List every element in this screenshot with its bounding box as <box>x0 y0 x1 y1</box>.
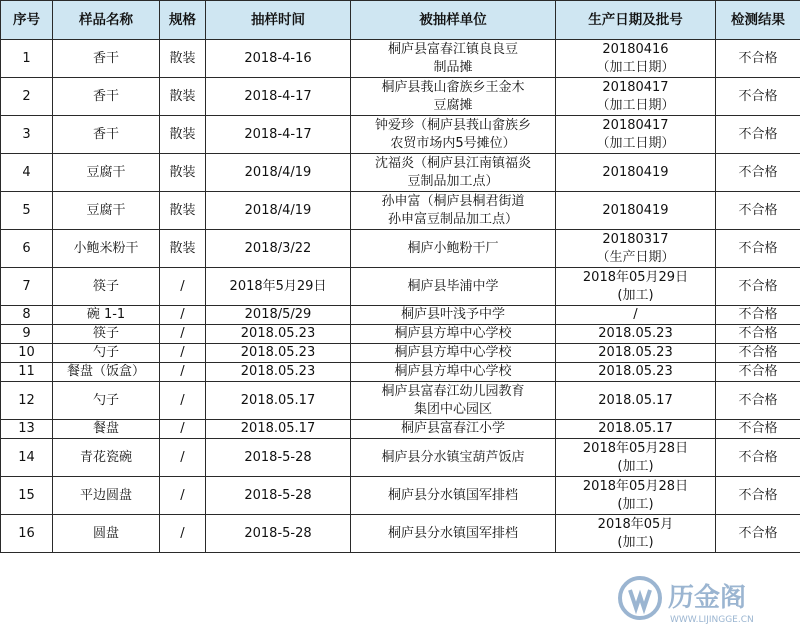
cell-sampled-unit <box>351 192 556 230</box>
cell-sampled-unit-line: 孙申富（桐庐县桐君街道 <box>381 193 525 209</box>
cell-sampled-unit-line: 桐庐县毕浦中学 <box>407 278 499 294</box>
cell-spec: 散装 <box>160 116 206 154</box>
cell-batch-line: （生产日期） <box>596 249 675 265</box>
cell-sampling-time: 2018.05.17 <box>206 382 351 420</box>
cell-sampled-unit-line: 桐庐县叶浅予中学 <box>400 307 505 322</box>
cell-sampled-unit <box>351 78 556 116</box>
cell-sample-name: 勺子 <box>53 382 160 420</box>
cell-sampled-unit <box>351 154 556 192</box>
cell-sample-name: 豆腐干 <box>53 192 160 230</box>
cell-sampled-unit-line: 孙申富豆制品加工点） <box>387 211 518 227</box>
cell-no: 10 <box>1 344 53 363</box>
cell-spec: / <box>160 477 206 515</box>
cell-batch-line: 2018.05.23 <box>598 345 673 360</box>
cell-batch-line: 2018.05.17 <box>598 392 673 408</box>
cell-result: 不合格 <box>716 192 800 230</box>
cell-batch <box>556 268 716 306</box>
table-row <box>1 382 800 420</box>
cell-sampled-unit-line: 钟爱珍（桐庐县莪山畲族乡 <box>374 117 531 133</box>
table-row <box>1 439 800 477</box>
cell-sampling-time: 2018/3/22 <box>206 230 351 268</box>
cell-sampled-unit-line: 桐庐县莪山畲族乡王金木 <box>381 79 525 95</box>
cell-no: 9 <box>1 325 53 344</box>
cell-sampled-unit <box>351 306 556 325</box>
cell-sampled-unit <box>351 325 556 344</box>
header-batch: 生产日期及批号 <box>556 1 716 40</box>
cell-spec: / <box>160 515 206 553</box>
cell-batch-line: 2018年05月29日 <box>582 269 689 285</box>
cell-sampled-unit-line: 豆制品加工点） <box>407 173 499 189</box>
cell-batch <box>556 230 716 268</box>
cell-result: 不合格 <box>716 306 800 325</box>
watermark <box>616 568 796 628</box>
table-row <box>1 40 800 78</box>
cell-sampled-unit-line: 桐庐县分水镇国军排档 <box>387 525 518 541</box>
cell-sampled-unit-line: 桐庐县富春江幼儿园教育 <box>381 383 525 399</box>
cell-sampled-unit-line: 豆腐摊 <box>433 97 473 113</box>
cell-sampled-unit-line: 桐庐县分水镇宝葫芦饭店 <box>381 449 525 465</box>
watermark-subtext: WWW.LIJINGGE.CN <box>670 615 754 625</box>
cell-batch-line: (加工) <box>617 458 654 474</box>
cell-result: 不合格 <box>716 116 800 154</box>
cell-batch <box>556 344 716 363</box>
cell-sample-name: 小鲍米粉干 <box>53 230 160 268</box>
cell-no: 7 <box>1 268 53 306</box>
cell-result: 不合格 <box>716 420 800 439</box>
cell-spec: 散装 <box>160 78 206 116</box>
table-row <box>1 154 800 192</box>
cell-batch <box>556 477 716 515</box>
cell-sampled-unit-line: 农贸市场内5号摊位） <box>390 135 516 151</box>
cell-sample-name: 青花瓷碗 <box>53 439 160 477</box>
cell-result: 不合格 <box>716 230 800 268</box>
cell-no: 5 <box>1 192 53 230</box>
cell-sampled-unit-line: 桐庐县方埠中心学校 <box>394 326 512 341</box>
cell-sample-name: 香干 <box>53 116 160 154</box>
cell-sampled-unit-line: 制品摊 <box>433 59 473 75</box>
cell-sample-name: 餐盘（饭盒） <box>53 363 160 382</box>
cell-result: 不合格 <box>716 344 800 363</box>
cell-result: 不合格 <box>716 439 800 477</box>
header-sample-name: 样品名称 <box>53 1 160 40</box>
cell-batch-line: 2018年05月28日 <box>582 478 689 494</box>
cell-batch-line: (加工) <box>617 534 654 550</box>
cell-batch-line: 2018.05.23 <box>598 326 673 341</box>
cell-sampling-time: 2018-5-28 <box>206 439 351 477</box>
cell-sampled-unit <box>351 344 556 363</box>
cell-sample-name: 餐盘 <box>53 420 160 439</box>
cell-sample-name: 筷子 <box>53 268 160 306</box>
cell-result: 不合格 <box>716 477 800 515</box>
cell-sample-name: 香干 <box>53 40 160 78</box>
cell-batch-line: 20180417 <box>602 79 669 95</box>
cell-spec: / <box>160 420 206 439</box>
cell-sample-name: 勺子 <box>53 344 160 363</box>
cell-no: 4 <box>1 154 53 192</box>
cell-spec: 散装 <box>160 192 206 230</box>
header-sampled-unit: 被抽样单位 <box>351 1 556 40</box>
cell-spec: 散装 <box>160 40 206 78</box>
cell-sample-name: 碗 1-1 <box>53 306 160 325</box>
cell-sampling-time: 2018-4-17 <box>206 78 351 116</box>
cell-batch <box>556 325 716 344</box>
cell-no: 8 <box>1 306 53 325</box>
cell-sampled-unit <box>351 40 556 78</box>
cell-no: 11 <box>1 363 53 382</box>
cell-batch-line: 20180419 <box>602 202 669 218</box>
cell-sampling-time: 2018年5月29日 <box>206 268 351 306</box>
cell-sampled-unit-line: 集团中心园区 <box>413 401 492 417</box>
table-row <box>1 78 800 116</box>
table-row <box>1 363 800 382</box>
cell-sampled-unit <box>351 515 556 553</box>
cell-no: 3 <box>1 116 53 154</box>
cell-sampling-time: 2018.05.23 <box>206 325 351 344</box>
header-result: 检测结果 <box>716 1 800 40</box>
cell-batch-line: 20180419 <box>602 164 669 180</box>
header-no: 序号 <box>1 1 53 40</box>
table-row <box>1 325 800 344</box>
cell-sampling-time: 2018.05.23 <box>206 344 351 363</box>
cell-sampled-unit <box>351 363 556 382</box>
cell-batch-line: （加工日期） <box>596 97 675 113</box>
cell-result: 不合格 <box>716 363 800 382</box>
cell-sampled-unit <box>351 382 556 420</box>
cell-sampling-time: 2018-5-28 <box>206 515 351 553</box>
cell-batch-line: （加工日期） <box>596 59 675 75</box>
cell-sampled-unit <box>351 420 556 439</box>
cell-batch <box>556 154 716 192</box>
cell-sampling-time: 2018-4-16 <box>206 40 351 78</box>
cell-sample-name: 筷子 <box>53 325 160 344</box>
cell-no: 6 <box>1 230 53 268</box>
cell-sample-name: 圆盘 <box>53 515 160 553</box>
cell-sample-name: 香干 <box>53 78 160 116</box>
cell-batch <box>556 78 716 116</box>
cell-batch <box>556 363 716 382</box>
table-row <box>1 192 800 230</box>
watermark-text: 历金阁 <box>668 583 747 613</box>
cell-no: 13 <box>1 420 53 439</box>
cell-spec: / <box>160 325 206 344</box>
cell-result: 不合格 <box>716 268 800 306</box>
cell-batch <box>556 515 716 553</box>
cell-result: 不合格 <box>716 154 800 192</box>
cell-sampling-time: 2018.05.23 <box>206 363 351 382</box>
cell-sample-name: 豆腐干 <box>53 154 160 192</box>
cell-batch-line: 2018年05月28日 <box>582 440 689 456</box>
cell-no: 16 <box>1 515 53 553</box>
logo-mark <box>630 590 650 608</box>
cell-spec: / <box>160 344 206 363</box>
cell-batch-line: 20180416 <box>602 41 669 57</box>
header-spec: 规格 <box>160 1 206 40</box>
cell-sampled-unit <box>351 268 556 306</box>
cell-sampled-unit-line: 桐庐县富春江小学 <box>400 421 505 436</box>
cell-spec: / <box>160 268 206 306</box>
cell-sampling-time: 2018.05.17 <box>206 420 351 439</box>
cell-sampling-time: 2018-5-28 <box>206 477 351 515</box>
cell-batch <box>556 420 716 439</box>
header-sampling-time: 抽样时间 <box>206 1 351 40</box>
cell-sampled-unit-line: 桐庐小鲍粉干厂 <box>407 240 499 256</box>
circle-logo-icon <box>620 578 660 618</box>
cell-sampled-unit <box>351 439 556 477</box>
table-row <box>1 268 800 306</box>
cell-sampled-unit-line: 桐庐县方埠中心学校 <box>394 364 512 379</box>
cell-batch <box>556 306 716 325</box>
cell-sampled-unit-line: 桐庐县方埠中心学校 <box>394 345 512 360</box>
table-row <box>1 344 800 363</box>
table-row <box>1 230 800 268</box>
cell-result: 不合格 <box>716 40 800 78</box>
cell-batch-line: 2018.05.17 <box>598 421 673 436</box>
cell-spec: / <box>160 439 206 477</box>
cell-spec: 散装 <box>160 154 206 192</box>
cell-sampled-unit <box>351 477 556 515</box>
cell-batch <box>556 116 716 154</box>
cell-sample-name: 平边圆盘 <box>53 477 160 515</box>
cell-sampled-unit-line: 桐庐县分水镇国军排档 <box>387 487 518 503</box>
cell-batch-line: (加工) <box>617 287 654 303</box>
cell-no: 1 <box>1 40 53 78</box>
table-row <box>1 515 800 553</box>
cell-batch-line: 20180317 <box>602 231 669 247</box>
cell-batch-line: / <box>633 307 638 322</box>
cell-sampling-time: 2018-4-17 <box>206 116 351 154</box>
cell-sampled-unit-line: 桐庐县富春江镇良良豆 <box>387 41 518 57</box>
table-row <box>1 420 800 439</box>
cell-batch <box>556 40 716 78</box>
cell-spec: 散装 <box>160 230 206 268</box>
cell-result: 不合格 <box>716 325 800 344</box>
cell-result: 不合格 <box>716 515 800 553</box>
cell-sampled-unit <box>351 230 556 268</box>
cell-spec: / <box>160 363 206 382</box>
cell-sampling-time: 2018/4/19 <box>206 192 351 230</box>
table-row <box>1 116 800 154</box>
cell-no: 12 <box>1 382 53 420</box>
cell-no: 15 <box>1 477 53 515</box>
cell-batch-line: 2018年05月 <box>597 516 674 532</box>
cell-result: 不合格 <box>716 382 800 420</box>
cell-result: 不合格 <box>716 78 800 116</box>
cell-spec: / <box>160 382 206 420</box>
cell-batch-line: 20180417 <box>602 117 669 133</box>
header-row <box>1 1 800 40</box>
cell-batch <box>556 439 716 477</box>
cell-batch-line: （加工日期） <box>596 135 675 151</box>
cell-batch <box>556 382 716 420</box>
cell-batch <box>556 192 716 230</box>
cell-batch-line: 2018.05.23 <box>598 364 673 379</box>
cell-batch-line: (加工) <box>617 496 654 512</box>
table-row <box>1 477 800 515</box>
cell-spec: / <box>160 306 206 325</box>
cell-sampled-unit-line: 沈福炎（桐庐县江南镇福炎 <box>374 155 531 171</box>
cell-no: 14 <box>1 439 53 477</box>
table-row <box>1 306 800 325</box>
cell-sampled-unit <box>351 116 556 154</box>
cell-sampling-time: 2018/4/19 <box>206 154 351 192</box>
cell-sampling-time: 2018/5/29 <box>206 306 351 325</box>
cell-no: 2 <box>1 78 53 116</box>
